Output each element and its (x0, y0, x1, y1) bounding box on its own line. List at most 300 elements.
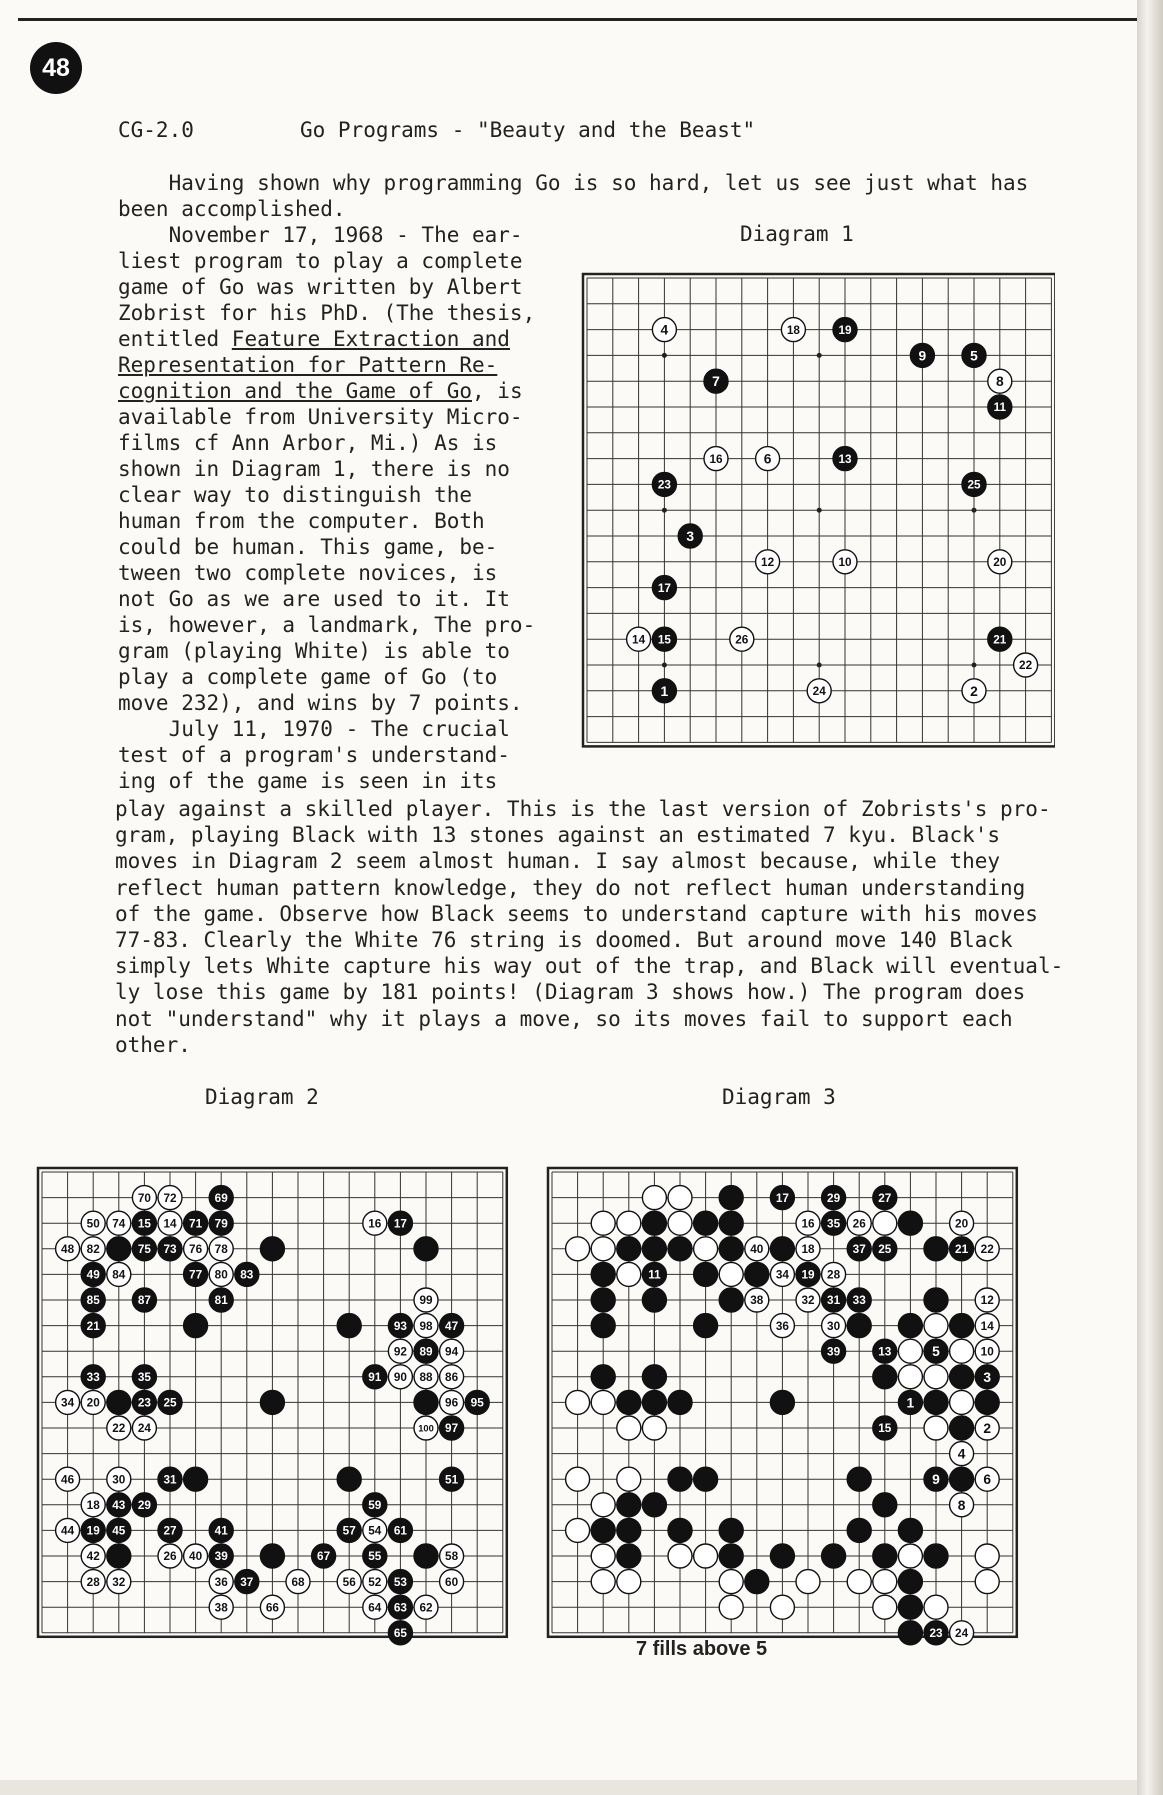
black-stone (719, 1544, 743, 1568)
move-number: 16 (801, 1217, 815, 1231)
move-number: 35 (827, 1217, 841, 1231)
move-number: 86 (445, 1371, 459, 1385)
black-stone (668, 1390, 692, 1414)
text-line: ing of the game is seen in its (118, 769, 498, 793)
move-number: 53 (393, 1575, 407, 1589)
black-stone (260, 1390, 284, 1414)
move-number: 27 (878, 1191, 892, 1205)
move-number: 15 (878, 1422, 892, 1436)
text-line: films cf Ann Arbor, Mi.) As is (118, 431, 498, 455)
black-stone (642, 1237, 666, 1261)
black-stone (950, 1467, 974, 1491)
move-number: 16 (709, 452, 723, 466)
move-number: 75 (137, 1243, 151, 1257)
move-number: 7 (712, 374, 720, 390)
move-number: 20 (86, 1396, 100, 1410)
black-stone (107, 1390, 131, 1414)
black-stone (898, 1314, 922, 1338)
move-number: 13 (838, 452, 852, 466)
move-number: 5 (970, 348, 978, 364)
star-point (662, 508, 667, 513)
black-stone (719, 1518, 743, 1542)
text-line: move 232), and wins by 7 points. (118, 691, 523, 715)
black-stone (898, 1621, 922, 1645)
black-stone (822, 1544, 846, 1568)
move-number: 30 (112, 1473, 126, 1487)
black-stone (924, 1237, 948, 1261)
move-number: 82 (86, 1243, 100, 1257)
black-stone (770, 1237, 794, 1261)
white-stone (950, 1339, 974, 1363)
move-number: 39 (214, 1550, 228, 1564)
move-number: 16 (368, 1217, 382, 1231)
black-stone (924, 1390, 948, 1414)
move-number: 22 (112, 1422, 126, 1436)
text-line (118, 352, 497, 378)
star-point (817, 508, 822, 513)
text-line: human from the computer. Both (118, 509, 485, 533)
move-number: 18 (801, 1243, 815, 1257)
move-number: 28 (827, 1268, 841, 1282)
white-stone (617, 1416, 641, 1440)
text-line: not Go as we are used to it. It (118, 587, 510, 611)
text-line: gram, playing Black with 13 stones against an estimated 7 kyu. Black's (115, 823, 1001, 848)
white-stone (898, 1339, 922, 1363)
move-number: 49 (86, 1268, 100, 1282)
move-number: 15 (657, 633, 671, 647)
black-stone (642, 1493, 666, 1517)
white-stone (694, 1237, 718, 1261)
white-stone (668, 1186, 692, 1210)
section-code: CG-2.0 (118, 118, 194, 142)
text-line: other. (115, 1032, 191, 1057)
text-line: game of Go was written by Albert (118, 275, 523, 299)
white-stone (591, 1211, 615, 1235)
move-number: 20 (955, 1217, 969, 1231)
move-number: 96 (445, 1396, 459, 1410)
black-stone (873, 1544, 897, 1568)
move-number: 14 (163, 1217, 177, 1231)
black-stone (898, 1518, 922, 1542)
move-number: 88 (419, 1371, 433, 1385)
move-number: 11 (993, 401, 1007, 415)
move-number: 4 (957, 1446, 966, 1462)
white-stone (975, 1544, 999, 1568)
top-rule (18, 18, 1145, 21)
white-stone (617, 1467, 641, 1491)
move-number: 93 (393, 1319, 407, 1333)
move-number: 97 (445, 1422, 459, 1436)
move-number: 41 (214, 1524, 228, 1538)
star-point (972, 508, 977, 513)
text-line: tween two complete novices, is (118, 561, 498, 585)
white-stone (924, 1314, 948, 1338)
white-stone (566, 1390, 590, 1414)
black-stone (414, 1390, 438, 1414)
move-number: 61 (393, 1524, 407, 1538)
black-stone (770, 1544, 794, 1568)
move-number: 10 (838, 556, 852, 570)
move-number: 36 (775, 1319, 789, 1333)
move-number: 55 (368, 1550, 382, 1564)
move-number: 13 (878, 1345, 892, 1359)
move-number: 40 (189, 1550, 203, 1564)
white-stone (719, 1595, 743, 1619)
white-stone (719, 1570, 743, 1594)
move-number: 18 (86, 1499, 100, 1513)
black-stone (107, 1544, 131, 1568)
move-number: 25 (967, 478, 981, 492)
text-line: Zobrist for his PhD. (The thesis, (118, 301, 536, 325)
white-stone (591, 1493, 615, 1517)
move-number: 91 (368, 1371, 382, 1385)
move-number: 79 (214, 1217, 228, 1231)
text-line: could be human. This game, be- (118, 535, 498, 559)
black-stone (975, 1390, 999, 1414)
white-stone (975, 1570, 999, 1594)
black-stone (950, 1365, 974, 1389)
text-line: play a complete game of Go (to (118, 665, 498, 689)
white-stone (617, 1211, 641, 1235)
move-number: 17 (657, 581, 671, 595)
move-number: 19 (801, 1268, 815, 1282)
black-stone (873, 1493, 897, 1517)
diagram2-title: Diagram 2 (205, 1085, 319, 1109)
white-stone (642, 1186, 666, 1210)
black-stone (591, 1365, 615, 1389)
move-number: 34 (61, 1396, 75, 1410)
move-number: 1 (906, 1395, 915, 1411)
diagram1-title: Diagram 1 (740, 222, 854, 246)
black-stone (107, 1237, 131, 1261)
black-stone (847, 1314, 871, 1338)
move-number: 17 (775, 1191, 789, 1205)
black-stone (694, 1262, 718, 1286)
white-stone (566, 1518, 590, 1542)
black-stone (337, 1467, 361, 1491)
move-number: 26 (163, 1550, 177, 1564)
diagram3-board (540, 1160, 1030, 1660)
move-number: 1 (660, 683, 669, 699)
black-stone (745, 1262, 769, 1286)
text-line: shown in Diagram 1, there is no (118, 457, 510, 481)
move-number: 57 (342, 1524, 356, 1538)
black-stone (414, 1237, 438, 1261)
move-number: 56 (342, 1575, 356, 1589)
white-stone (924, 1416, 948, 1440)
move-number: 24 (812, 685, 826, 699)
text-line: play against a skilled player. This is the last version of Zobrists's pro- (115, 797, 1051, 821)
move-number: 33 (86, 1371, 100, 1385)
black-stone (668, 1518, 692, 1542)
move-number: 48 (61, 1243, 75, 1257)
move-number: 12 (761, 556, 775, 570)
black-stone (898, 1570, 922, 1594)
move-number: 34 (775, 1268, 789, 1282)
move-number: 6 (983, 1472, 992, 1488)
move-number: 35 (137, 1371, 151, 1385)
move-number: 68 (291, 1575, 305, 1589)
white-stone (770, 1595, 794, 1619)
black-stone (642, 1365, 666, 1389)
move-number: 100 (418, 1423, 434, 1434)
move-number: 59 (368, 1499, 382, 1513)
text-line: gram (playing White) is able to (118, 639, 510, 663)
star-point (817, 353, 822, 358)
black-stone (591, 1262, 615, 1286)
text-line: ly lose this game by 181 points! (Diagram 3 shows how.) The program does (115, 980, 1026, 1005)
black-stone (617, 1518, 641, 1542)
star-point (817, 663, 822, 668)
black-stone (642, 1288, 666, 1312)
move-number: 99 (419, 1294, 433, 1308)
move-number: 23 (137, 1396, 151, 1410)
move-number: 90 (393, 1371, 407, 1385)
move-number: 47 (445, 1319, 459, 1333)
thesis-title-part: Representation for Pattern Re- (118, 353, 498, 377)
move-number: 14 (980, 1319, 994, 1333)
black-stone (719, 1186, 743, 1210)
black-stone (184, 1467, 208, 1491)
black-stone (694, 1467, 718, 1491)
move-number: 3 (686, 528, 695, 544)
diagram1-board (575, 266, 1055, 751)
move-number: 23 (929, 1627, 943, 1641)
white-stone (591, 1237, 615, 1261)
black-stone (617, 1493, 641, 1517)
black-stone (719, 1237, 743, 1261)
text-line: of the game. Observe how Black seems to understand capture with his moves (115, 901, 1038, 926)
move-number: 64 (368, 1601, 382, 1615)
move-number: 87 (137, 1294, 151, 1308)
white-stone (566, 1467, 590, 1491)
move-number: 8 (995, 374, 1004, 390)
black-stone (950, 1314, 974, 1338)
white-stone (591, 1390, 615, 1414)
text-line (118, 326, 510, 352)
move-number: 10 (980, 1345, 994, 1359)
move-number: 28 (86, 1575, 100, 1589)
black-stone (260, 1544, 284, 1568)
white-stone (873, 1570, 897, 1594)
move-number: 78 (214, 1243, 228, 1257)
move-number: 26 (852, 1217, 866, 1231)
white-stone (873, 1211, 897, 1235)
move-number: 29 (137, 1499, 151, 1513)
move-number: 92 (393, 1345, 407, 1359)
move-number: 73 (163, 1243, 177, 1257)
text-line: reflect human pattern knowledge, they do not reflect human understanding (115, 875, 1026, 900)
move-number: 30 (827, 1319, 841, 1333)
black-stone (617, 1237, 641, 1261)
white-stone (924, 1595, 948, 1619)
move-number: 40 (750, 1243, 764, 1257)
move-number: 62 (419, 1601, 433, 1615)
white-stone (898, 1365, 922, 1389)
move-number: 89 (419, 1345, 433, 1359)
move-number: 23 (657, 478, 671, 492)
move-number: 54 (368, 1524, 382, 1538)
white-stone (591, 1544, 615, 1568)
move-number: 98 (419, 1319, 433, 1333)
white-stone (950, 1390, 974, 1414)
move-number: 19 (86, 1524, 100, 1538)
black-stone (591, 1314, 615, 1338)
move-number: 31 (163, 1473, 177, 1487)
move-number: 52 (368, 1575, 382, 1589)
black-stone (668, 1467, 692, 1491)
move-number: 20 (993, 556, 1007, 570)
black-stone (414, 1544, 438, 1568)
move-number: 83 (240, 1268, 254, 1282)
move-number: 42 (86, 1550, 100, 1564)
move-number: 43 (112, 1499, 126, 1513)
text-line: liest program to play a complete (118, 249, 523, 273)
move-number: 22 (1019, 659, 1033, 673)
thesis-text: , is (472, 379, 523, 403)
black-stone (719, 1288, 743, 1312)
move-number: 63 (393, 1601, 407, 1615)
move-number: 94 (445, 1345, 459, 1359)
white-stone (566, 1237, 590, 1261)
move-number: 66 (265, 1601, 279, 1615)
text-line: moves in Diagram 2 seem almost human. I say almost because, while they (115, 849, 1001, 874)
move-number: 67 (317, 1550, 331, 1564)
move-number: 95 (470, 1396, 484, 1410)
move-number: 71 (189, 1217, 203, 1231)
diagram2-board (30, 1160, 520, 1660)
black-stone (617, 1390, 641, 1414)
text-line: Having shown why programming Go is so hard, let us see just what has (118, 171, 1029, 195)
white-stone (924, 1365, 948, 1389)
black-stone (873, 1365, 897, 1389)
text-line: not "understand" why it plays a move, so its moves fail to support each (115, 1006, 1013, 1031)
move-number: 37 (852, 1243, 866, 1257)
move-number: 74 (112, 1217, 126, 1231)
black-stone (260, 1237, 284, 1261)
move-number: 33 (852, 1294, 866, 1308)
page-edge (1137, 0, 1163, 1795)
thesis-title-part: cognition and the Game of Go (118, 379, 473, 403)
black-stone (719, 1211, 743, 1235)
move-number: 70 (137, 1191, 151, 1205)
move-number: 80 (214, 1268, 228, 1282)
move-number: 9 (918, 348, 927, 364)
text-line: July 11, 1970 - The crucial (118, 717, 510, 741)
diagram3-caption: 7 fills above 5 (636, 1638, 768, 1660)
white-stone (668, 1544, 692, 1568)
move-number: 9 (932, 1472, 940, 1488)
move-number: 60 (445, 1575, 459, 1589)
move-number: 72 (163, 1191, 177, 1205)
move-number: 3 (983, 1369, 992, 1385)
move-number: 17 (393, 1217, 407, 1231)
text-line (118, 378, 523, 404)
thesis-text: entitled (118, 327, 232, 351)
black-stone (591, 1518, 615, 1542)
move-number: 2 (983, 1420, 992, 1436)
white-stone (847, 1570, 871, 1594)
page-number: 48 (30, 42, 82, 94)
black-stone (694, 1211, 718, 1235)
black-stone (591, 1288, 615, 1312)
move-number: 21 (993, 633, 1007, 647)
section-title: Go Programs - "Beauty and the Beast" (300, 118, 756, 142)
move-number: 31 (827, 1294, 841, 1308)
star-point (662, 353, 667, 358)
move-number: 26 (735, 633, 749, 647)
black-stone (898, 1595, 922, 1619)
move-number: 27 (163, 1524, 177, 1538)
text-line: clear way to distinguish the (118, 483, 473, 507)
move-number: 25 (878, 1243, 892, 1257)
black-stone (745, 1570, 769, 1594)
text-line: November 17, 1968 - The ear- (118, 223, 523, 247)
white-stone (617, 1262, 641, 1286)
move-number: 50 (86, 1217, 100, 1231)
black-stone (847, 1518, 871, 1542)
text-line: simply lets White capture his way out of the trap, and Black will eventual- (115, 954, 1064, 979)
white-stone (719, 1262, 743, 1286)
move-number: 29 (827, 1191, 841, 1205)
white-stone (617, 1570, 641, 1594)
move-number: 77 (189, 1268, 203, 1282)
white-stone (898, 1544, 922, 1568)
move-number: 46 (61, 1473, 75, 1487)
white-stone (668, 1211, 692, 1235)
move-number: 44 (61, 1524, 75, 1538)
move-number: 76 (189, 1243, 203, 1257)
star-point (972, 663, 977, 668)
move-number: 15 (137, 1217, 151, 1231)
move-number: 25 (163, 1396, 177, 1410)
diagram3-title: Diagram 3 (722, 1085, 836, 1109)
text-line: been accomplished. (118, 197, 346, 221)
black-stone (337, 1314, 361, 1338)
move-number: 84 (112, 1268, 126, 1282)
black-stone (642, 1211, 666, 1235)
move-number: 8 (957, 1497, 966, 1513)
text-line: is, however, a landmark, The pro- (118, 613, 536, 637)
move-number: 85 (86, 1294, 100, 1308)
move-number: 12 (980, 1294, 994, 1308)
white-stone (642, 1416, 666, 1440)
move-number: 51 (445, 1473, 459, 1487)
move-number: 11 (648, 1268, 661, 1282)
text-line: test of a program's understand- (118, 743, 510, 767)
move-number: 5 (932, 1344, 940, 1360)
move-number: 19 (838, 323, 852, 337)
black-stone (642, 1390, 666, 1414)
move-number: 14 (632, 633, 646, 647)
move-number: 32 (801, 1294, 815, 1308)
move-number: 36 (214, 1575, 228, 1589)
move-number: 6 (763, 451, 772, 467)
move-number: 58 (445, 1550, 459, 1564)
move-number: 21 (86, 1319, 100, 1333)
move-number: 81 (214, 1294, 228, 1308)
star-point (662, 663, 667, 668)
move-number: 2 (970, 683, 978, 699)
move-number: 18 (786, 323, 800, 337)
white-stone (694, 1544, 718, 1568)
black-stone (924, 1544, 948, 1568)
black-stone (898, 1211, 922, 1235)
black-stone (924, 1288, 948, 1312)
move-number: 38 (750, 1294, 764, 1308)
text-line: available from University Micro- (118, 405, 523, 429)
move-number: 69 (214, 1191, 228, 1205)
